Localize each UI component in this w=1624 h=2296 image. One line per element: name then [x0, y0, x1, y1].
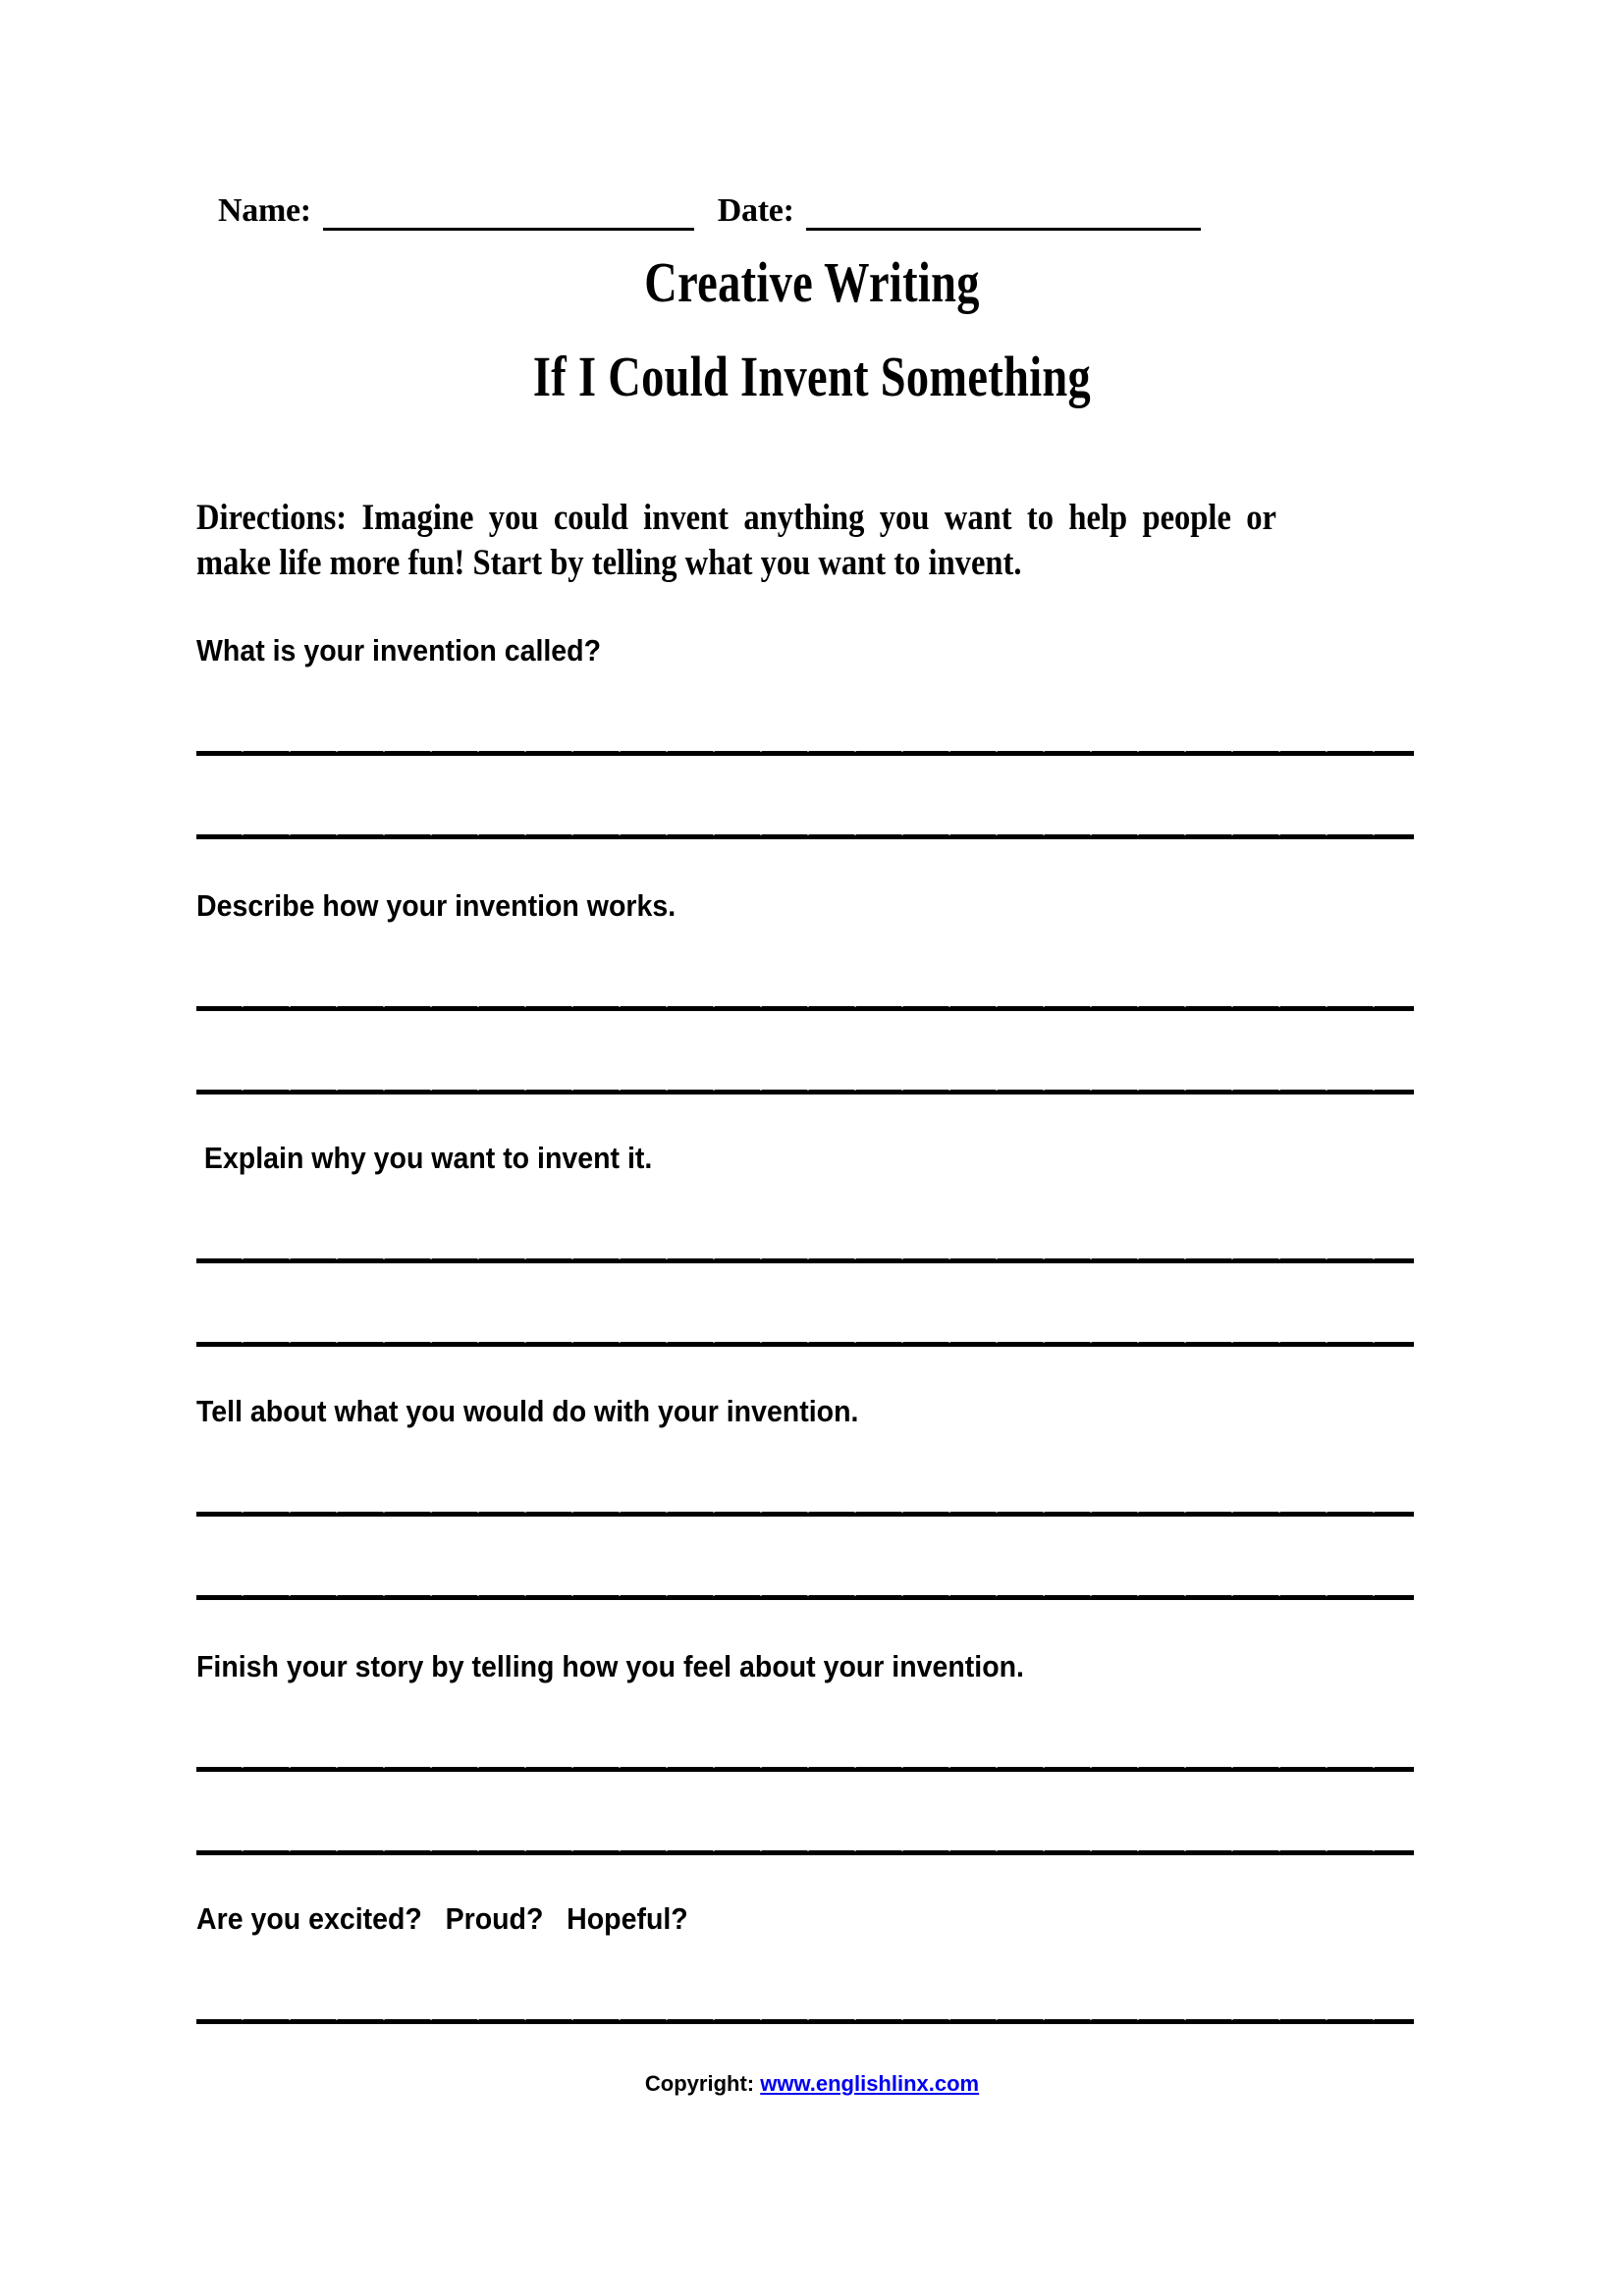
answer-line[interactable] [196, 1258, 1414, 1263]
prompt-how-it-works: Describe how your invention works. [196, 888, 677, 923]
name-date-row [218, 192, 1396, 238]
date-write-line[interactable] [806, 228, 1201, 231]
prompt-emotions: Are you excited? Proud? Hopeful? [196, 1901, 688, 1936]
answer-line[interactable] [196, 1767, 1414, 1772]
date-label: Date: [717, 192, 794, 229]
directions-paragraph: Directions: Imagine you could invent anything you want to help people or make life more fun! Start by telling what you want to invent. [196, 498, 1276, 583]
prompt-how-you-feel: Finish your story by telling how you feel about your invention. [196, 1649, 1024, 1683]
answer-line[interactable] [196, 1090, 1414, 1095]
answer-line[interactable] [196, 2019, 1414, 2024]
page-subtitle: If I Could Invent Something [532, 345, 1092, 408]
answer-line[interactable] [196, 1850, 1414, 1855]
prompt-what-you-would-do: Tell about what you would do with your invention. [196, 1394, 859, 1428]
englishlinx-link[interactable]: www.englishlinx.com [760, 2071, 980, 2096]
footer-copyright [0, 2071, 1624, 2097]
answer-line[interactable] [196, 1006, 1414, 1011]
page-title: Creative Writing [644, 250, 980, 314]
answer-line[interactable] [196, 751, 1414, 756]
name-write-line[interactable] [323, 228, 694, 231]
answer-line[interactable] [196, 834, 1414, 839]
answer-line[interactable] [196, 1595, 1414, 1600]
copyright-label: Copyright: [644, 2071, 761, 2096]
answer-line[interactable] [196, 1512, 1414, 1517]
answer-line[interactable] [196, 1342, 1414, 1347]
prompt-invention-name: What is your invention called? [196, 633, 602, 667]
title-block [0, 250, 1624, 409]
prompt-why-invent: Explain why you want to invent it. [196, 1141, 653, 1175]
name-label: Name: [218, 192, 311, 229]
